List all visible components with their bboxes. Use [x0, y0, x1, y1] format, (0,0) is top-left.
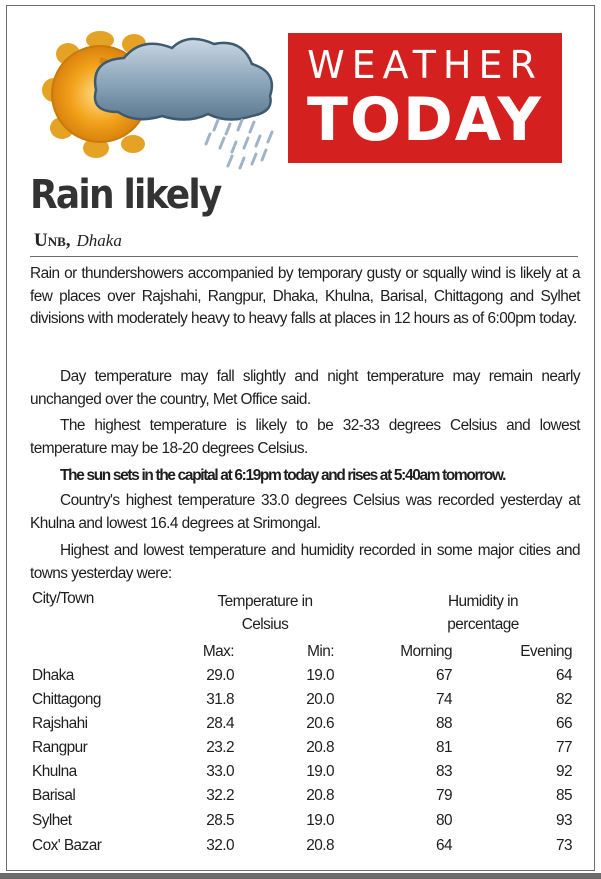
cell-evening: 73 — [555, 837, 572, 854]
paragraph-sunset-sunrise: The sun sets in the capital at 6:19pm today and rises at 5:40am tomorrow. — [60, 467, 506, 484]
cell-city: Sylhet — [32, 812, 72, 829]
cell-evening: 64 — [555, 667, 572, 684]
column-header-temperature: Temperature in Celsius — [217, 593, 313, 633]
column-header-city: City/Town — [32, 590, 94, 607]
cell-evening: 77 — [555, 739, 572, 756]
cell-min: 20.8 — [306, 787, 334, 804]
cell-max: 28.4 — [206, 715, 234, 732]
cell-city: Dhaka — [32, 667, 74, 684]
banner-title-line1: WEATHER — [307, 43, 543, 87]
cell-morning: 67 — [435, 667, 452, 684]
cell-max: 32.0 — [206, 837, 234, 854]
cell-morning: 80 — [435, 812, 452, 829]
cell-morning: 88 — [435, 715, 452, 732]
cell-min: 19.0 — [306, 812, 334, 829]
cell-max: 23.2 — [206, 739, 234, 756]
cell-min: 20.8 — [306, 739, 334, 756]
cell-max: 31.8 — [206, 691, 234, 708]
byline-agency: Unb, — [34, 230, 71, 251]
subheader-max: Max: — [202, 643, 234, 660]
paragraph-extremes: Country's highest temperature 33.0 degrees Celsius was recorded yesterday at Khulna and lowest 16.4 degrees at Srimongal. — [30, 492, 580, 532]
cell-morning: 64 — [435, 837, 452, 854]
byline-place: Dhaka — [76, 231, 122, 250]
cell-evening: 82 — [555, 691, 572, 708]
paragraph-forecast: Rain or thundershowers accompanied by temporary gusty or squally wind is likely at a few places over Rajshahi, Rangpur, Dhaka, Khulna, Barisal, Chittagong and Sylhet divisions with moderately heavy to heavy falls at places in 12 hours as of 6:00pm today. — [30, 265, 580, 327]
cell-min: 19.0 — [306, 763, 334, 780]
subheader-min: Min: — [307, 643, 334, 660]
cell-evening: 85 — [555, 787, 572, 804]
cell-city: Chittagong — [32, 691, 101, 708]
cell-evening: 93 — [555, 812, 572, 829]
cell-min: 20.8 — [306, 837, 334, 854]
cell-morning: 74 — [435, 691, 452, 708]
cell-city: Khulna — [32, 763, 77, 780]
paragraph-table-intro: Highest and lowest temperature and humidity recorded in some major cities and towns yesterday were: — [30, 542, 580, 582]
cell-max: 33.0 — [206, 763, 234, 780]
cell-city: Cox' Bazar — [32, 837, 102, 854]
cell-max: 32.2 — [206, 787, 234, 804]
cell-morning: 79 — [435, 787, 452, 804]
banner-title-line2: TODAY — [307, 85, 543, 155]
cell-evening: 66 — [555, 715, 572, 732]
cell-max: 28.5 — [206, 812, 234, 829]
cell-evening: 92 — [555, 763, 572, 780]
cell-min: 19.0 — [306, 667, 334, 684]
article-headline: Rain likely — [30, 172, 221, 218]
cell-min: 20.0 — [306, 691, 334, 708]
cell-city: Rangpur — [32, 739, 88, 756]
cell-morning: 81 — [435, 739, 452, 756]
cell-morning: 83 — [435, 763, 452, 780]
cell-city: Rajshahi — [32, 715, 88, 732]
cell-min: 20.6 — [306, 715, 334, 732]
paragraph-temperature-range: The highest temperature is likely to be 32-33 degrees Celsius and lowest temperature may be 18-20 degrees Celsius. — [30, 417, 580, 457]
cell-max: 29.0 — [206, 667, 234, 684]
subheader-evening: Evening — [520, 643, 572, 660]
cell-city: Barisal — [32, 787, 76, 804]
column-header-humidity: Humidity in percentage — [447, 593, 519, 633]
subheader-morning: Morning — [400, 643, 452, 660]
paragraph-temperature-change: Day temperature may fall slightly and night temperature may remain nearly unchanged over the country, Met Office said. — [30, 368, 580, 408]
